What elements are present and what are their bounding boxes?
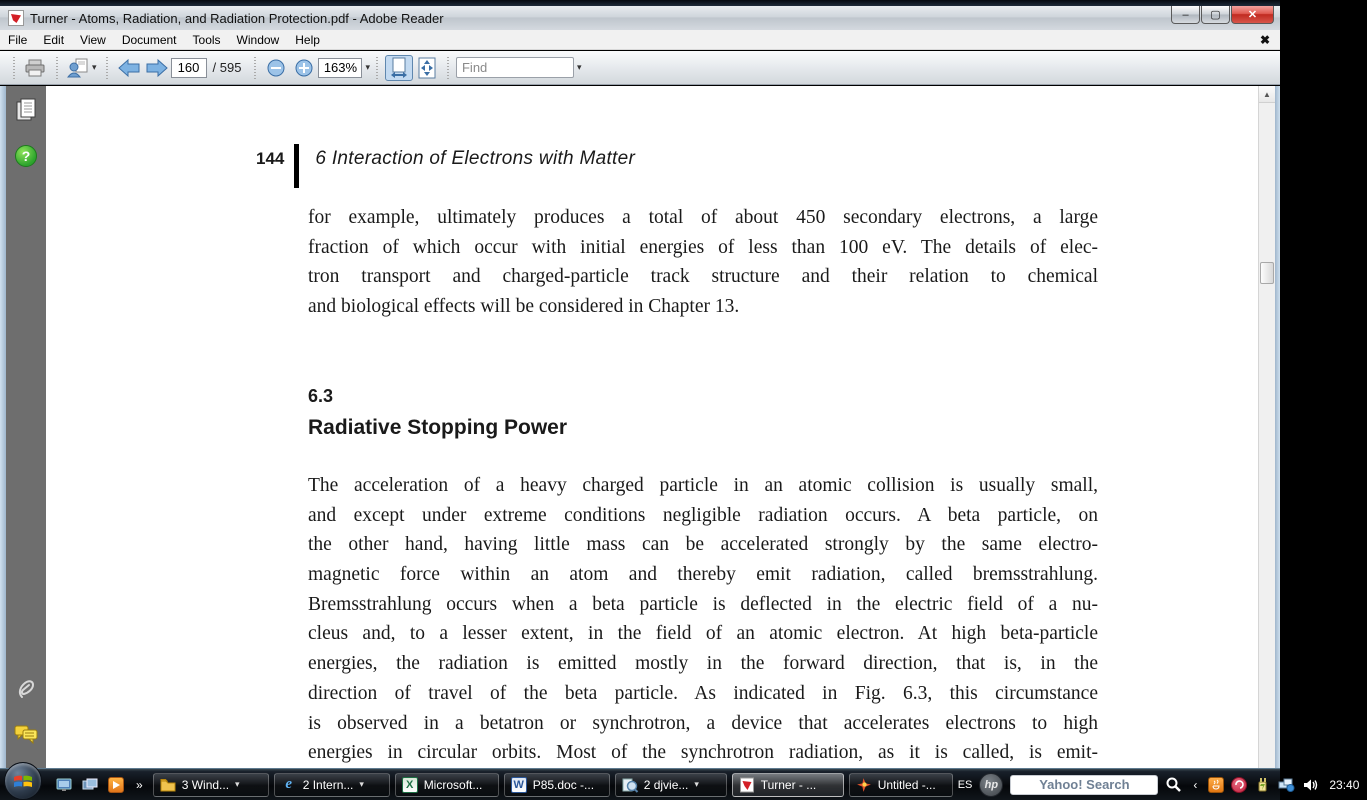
window-title: Turner - Atoms, Radiation, and Radiation Protection.pdf - Adobe Reader xyxy=(30,10,444,26)
scrolling-mode-button[interactable] xyxy=(385,55,413,81)
collaborate-button[interactable] xyxy=(64,55,100,81)
volume-icon[interactable] xyxy=(1302,776,1319,793)
scrolling-page-icon xyxy=(390,57,408,79)
menu-window[interactable]: Window xyxy=(236,32,280,47)
print-button[interactable] xyxy=(21,55,49,81)
fit-page-icon xyxy=(417,57,437,79)
menu-bar xyxy=(0,30,1280,50)
running-header xyxy=(256,144,635,188)
zoom-in-button[interactable] xyxy=(290,55,318,81)
collaborate-dropdown-caret[interactable]: ▾ xyxy=(92,62,97,72)
vertical-scrollbar[interactable] xyxy=(1258,86,1275,768)
paragraph: for example, ultimately produces a total of about 450 secondary electrons, a large fraction of which occur with initial energies of less than 100 eV. The details of elec- tron transport and charged-particle track structure and their relation to chemical and biological effects will be considered in Chapter 13. xyxy=(308,207,1098,318)
internet-explorer-icon: e xyxy=(285,776,293,792)
toolbar xyxy=(0,51,1280,85)
taskbar-button-label: Microsoft... xyxy=(423,777,483,792)
arrow-right-icon xyxy=(146,59,168,77)
media-player-button[interactable] xyxy=(106,775,126,795)
taskbar-button-label: 3 Wind... xyxy=(181,777,230,792)
hp-logo: hp xyxy=(979,773,1003,797)
zoom-out-button[interactable] xyxy=(262,55,290,81)
paperclip-icon xyxy=(16,675,36,701)
taskbar-button-label: Turner - ... xyxy=(760,777,817,792)
section-number: 6.3 xyxy=(308,386,334,406)
media-player-icon xyxy=(108,777,124,793)
chapter-header: 6 Interaction of Electrons with Matter xyxy=(315,148,636,169)
next-page-button[interactable] xyxy=(143,55,171,81)
network-icon[interactable] xyxy=(1278,776,1295,793)
menu-edit[interactable]: Edit xyxy=(43,32,65,47)
find-dropdown-caret[interactable]: ▾ xyxy=(576,62,582,72)
show-desktop-button[interactable] xyxy=(54,775,74,795)
taskbar xyxy=(0,768,1360,800)
help-question-icon: ? xyxy=(15,145,37,167)
taskbar-button-word[interactable] xyxy=(504,773,610,797)
taskbar-button-internet-explorer[interactable] xyxy=(274,773,390,797)
zoom-out-icon xyxy=(267,59,285,77)
close-button[interactable]: ✕ xyxy=(1231,6,1274,24)
taskbar-button-djview[interactable] xyxy=(615,773,727,797)
folder-icon xyxy=(160,777,176,793)
show-desktop-icon xyxy=(56,778,72,792)
pages-icon xyxy=(15,98,37,122)
zoom-dropdown-caret[interactable]: ▾ xyxy=(365,62,370,72)
quick-launch-overflow-chevron[interactable]: » xyxy=(136,777,143,792)
system-tray xyxy=(958,773,1367,797)
maximize-button[interactable]: ▢ xyxy=(1201,6,1230,24)
page-number-input[interactable] xyxy=(171,58,207,78)
tray-collapse-chevron[interactable]: ‹ xyxy=(1193,777,1198,792)
header-rule xyxy=(294,144,299,188)
previous-page-button[interactable] xyxy=(115,55,143,81)
quick-launch xyxy=(54,775,147,795)
menu-tools[interactable]: Tools xyxy=(192,32,221,47)
minimize-button[interactable]: – xyxy=(1171,6,1200,24)
excel-icon: X xyxy=(402,777,418,793)
page-number-label: 144 xyxy=(256,149,285,168)
menu-file[interactable]: File xyxy=(8,32,28,47)
taskbar-button-windows-explorer[interactable] xyxy=(153,773,269,797)
paragraph: The acceleration of a heavy charged particle in an atomic collision is usually small, and except under extreme conditions negligible radiation occurs. A beta particle, on the other hand, having little mass can be accelerated strongly by the same electro- magnetic force within an atom and thereby emit radiation, called bremsstrahlung. Bremsstrahlung occurs when a beta particle is deflected in the electric field of a nu- cleus and, to a lesser extent, in the field of an atomic electron. At high beta-particle energies, the radiation is emitted mostly in the forward direction, that is, in the direction of travel of the beta particle. As indicated in Fig. 6.3, this circumstance is observed in a betatron or synchrotron, a device that accelerates electrons to high energies in circular orbits. Most of the synchrotron radiation, as it is called, is emit- xyxy=(308,475,1098,764)
switch-windows-icon xyxy=(82,778,98,792)
group-dropdown-caret[interactable]: ▾ xyxy=(235,779,240,789)
taskbar-button-label: 2 djvie... xyxy=(643,777,689,792)
taskbar-button-adobe-reader[interactable] xyxy=(732,773,844,797)
close-document-icon[interactable]: ✖ xyxy=(1259,32,1270,47)
taskbar-button-label: P85.doc -... xyxy=(532,777,595,792)
page-total-label: / 595 xyxy=(212,60,242,75)
power-plug-icon[interactable] xyxy=(1254,776,1271,793)
search-magnifier-icon[interactable] xyxy=(1165,776,1182,793)
menu-view[interactable]: View xyxy=(80,32,106,47)
switch-windows-button[interactable] xyxy=(80,775,100,795)
zoom-level-input[interactable] xyxy=(318,58,362,78)
toolbar-grip xyxy=(446,57,451,79)
start-button[interactable] xyxy=(4,762,42,800)
taskbar-clock[interactable]: 23:40 xyxy=(1329,777,1360,792)
toolbar-grip xyxy=(252,57,257,79)
comments-icon xyxy=(14,724,38,744)
java-tray-icon[interactable] xyxy=(1208,777,1224,793)
adobe-reader-app-icon xyxy=(8,10,24,26)
navigation-panel xyxy=(6,86,46,768)
taskbar-button-excel[interactable] xyxy=(395,773,499,797)
taskbar-button-untitled[interactable] xyxy=(849,773,953,797)
djview-magnifier-icon xyxy=(622,777,638,793)
adobe-reader-icon xyxy=(739,777,755,793)
menu-document[interactable]: Document xyxy=(121,32,177,47)
windows-flag-icon xyxy=(13,771,33,791)
arrow-left-icon xyxy=(118,59,140,77)
section-title: Radiative Stopping Power xyxy=(308,416,568,439)
taskbar-button-label: 2 Intern... xyxy=(302,777,354,792)
zoom-in-icon xyxy=(295,59,313,77)
find-input[interactable] xyxy=(456,57,574,78)
word-icon: W xyxy=(511,777,527,793)
printer-icon xyxy=(25,59,45,77)
untitled-app-icon xyxy=(856,777,872,793)
attachments-panel-button[interactable] xyxy=(14,676,38,700)
pages-panel-button[interactable] xyxy=(14,98,38,122)
share-person-icon xyxy=(67,58,89,78)
yahoo-search-box[interactable]: Yahoo! Search xyxy=(1010,775,1158,795)
language-indicator[interactable]: ES xyxy=(957,778,973,791)
scrollbar-thumb[interactable] xyxy=(1260,262,1274,284)
scroll-up-arrow[interactable]: ▲ xyxy=(1259,86,1275,103)
pdf-page[interactable] xyxy=(46,86,1258,768)
group-dropdown-caret[interactable]: ▾ xyxy=(694,779,699,789)
toolbar-grip xyxy=(54,57,59,79)
menu-help[interactable]: Help xyxy=(295,32,320,47)
window-right-border xyxy=(1275,86,1280,768)
help-button[interactable] xyxy=(14,144,38,168)
group-dropdown-caret[interactable]: ▾ xyxy=(359,779,364,789)
fit-page-button[interactable] xyxy=(413,55,441,81)
antivirus-tray-icon[interactable] xyxy=(1231,777,1247,793)
toolbar-grip xyxy=(105,57,110,79)
toolbar-grip xyxy=(11,57,16,79)
comments-panel-button[interactable] xyxy=(14,722,38,746)
taskbar-button-label: Untitled -... xyxy=(877,777,936,792)
title-bar[interactable] xyxy=(0,6,1280,30)
toolbar-grip xyxy=(375,57,380,79)
